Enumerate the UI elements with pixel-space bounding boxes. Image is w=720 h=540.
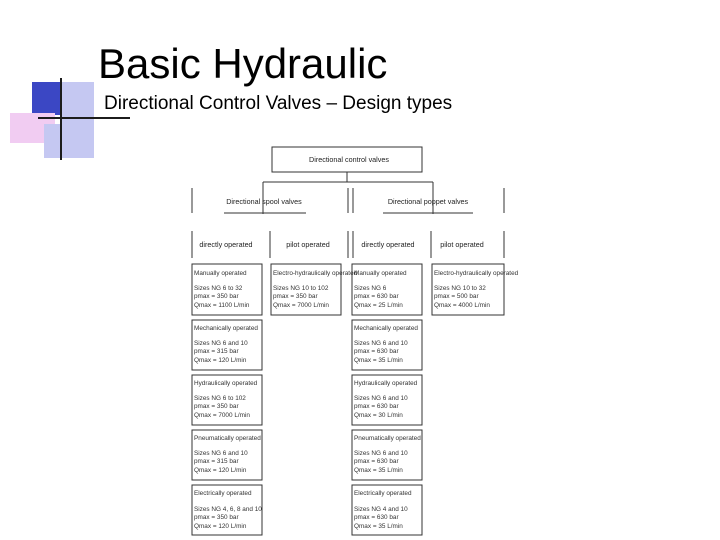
cell-text: Sizes NG 4 and 10 [354, 506, 408, 513]
cell-text: Qmax = 4000 L/min [434, 302, 490, 309]
cell-text: Mechanically operated [194, 325, 258, 332]
column-poppet-pilot [432, 264, 519, 315]
cell-text: Qmax = 120 L/min [194, 357, 247, 364]
cell-text: Hydraulically operated [194, 380, 258, 387]
cell-text: pmax = 630 bar [354, 458, 399, 465]
subgroup-label-3: directly operated [361, 240, 415, 249]
cell-text: Electro-hydraulically operated [434, 270, 519, 277]
slide-subtitle: Directional Control Valves – Design types [104, 93, 453, 114]
cell-text: Qmax = 120 L/min [194, 467, 247, 474]
group-spool-label: Directional spool valves [226, 197, 302, 206]
cell-text: pmax = 350 bar [273, 293, 318, 300]
cell-text: Sizes NG 6 and 10 [354, 395, 408, 402]
slide-title: Basic Hydraulic [98, 40, 388, 87]
cell-text: Hydraulically operated [354, 380, 418, 387]
cell-text: Qmax = 120 L/min [194, 523, 247, 530]
cell-text: pmax = 500 bar [434, 293, 479, 300]
cell-text: Pneumatically operated [354, 435, 421, 442]
cell-text: Qmax = 35 L/min [354, 523, 403, 530]
cell-text: Sizes NG 6 [354, 285, 387, 292]
group-poppet-label: Directional poppet valves [387, 197, 469, 206]
subgroup-label-4: pilot operated [440, 240, 484, 249]
column-poppet-direct [352, 264, 422, 535]
cell-text: Sizes NG 6 and 10 [194, 340, 248, 347]
cell-text: pmax = 630 bar [354, 348, 399, 355]
cell-text: Sizes NG 10 to 102 [273, 285, 329, 292]
cell-text: Sizes NG 10 to 32 [434, 285, 486, 292]
cell-text: Electrically operated [194, 490, 252, 497]
cell-text: Qmax = 35 L/min [354, 467, 403, 474]
cell-text: Sizes NG 4, 6, 8 and 10 [194, 506, 262, 513]
cell-text: Electrically operated [354, 490, 412, 497]
cell-text: Mechanically operated [354, 325, 418, 332]
root-label: Directional control valves [309, 155, 389, 164]
cell-text: Sizes NG 6 and 10 [354, 450, 408, 457]
cell-text: Sizes NG 6 and 10 [194, 450, 248, 457]
cell-text: Qmax = 35 L/min [354, 357, 403, 364]
subgroup-label-1: directly operated [199, 240, 253, 249]
cell-text: pmax = 630 bar [354, 293, 399, 300]
subgroup-label-2: pilot operated [286, 240, 330, 249]
cell-text: Manually operated [354, 270, 407, 277]
cell-text: pmax = 630 bar [354, 514, 399, 521]
cell-text: pmax = 350 bar [194, 293, 239, 300]
cell-text: pmax = 630 bar [354, 403, 399, 410]
cell-text: pmax = 315 bar [194, 348, 239, 355]
cell-text: Pneumatically operated [194, 435, 261, 442]
cell-text: Qmax = 25 L/min [354, 302, 403, 309]
cell-text: pmax = 315 bar [194, 458, 239, 465]
cell-text: pmax = 350 bar [194, 403, 239, 410]
cell-text: Manually operated [194, 270, 247, 277]
cell-text: Qmax = 7000 L/min [194, 412, 250, 419]
cell-text: Sizes NG 6 to 32 [194, 285, 243, 292]
column-spool-direct [192, 264, 262, 535]
cell-text: Sizes NG 6 and 10 [354, 340, 408, 347]
cell-text: Qmax = 7000 L/min [273, 302, 329, 309]
cell-text: Sizes NG 6 to 102 [194, 395, 246, 402]
cell-text: Qmax = 30 L/min [354, 412, 403, 419]
cell-text: Qmax = 1100 L/min [194, 302, 250, 309]
column-spool-pilot [271, 264, 358, 315]
cell-text: Electro-hydraulically operated [273, 270, 358, 277]
cell-text: pmax = 350 bar [194, 514, 239, 521]
